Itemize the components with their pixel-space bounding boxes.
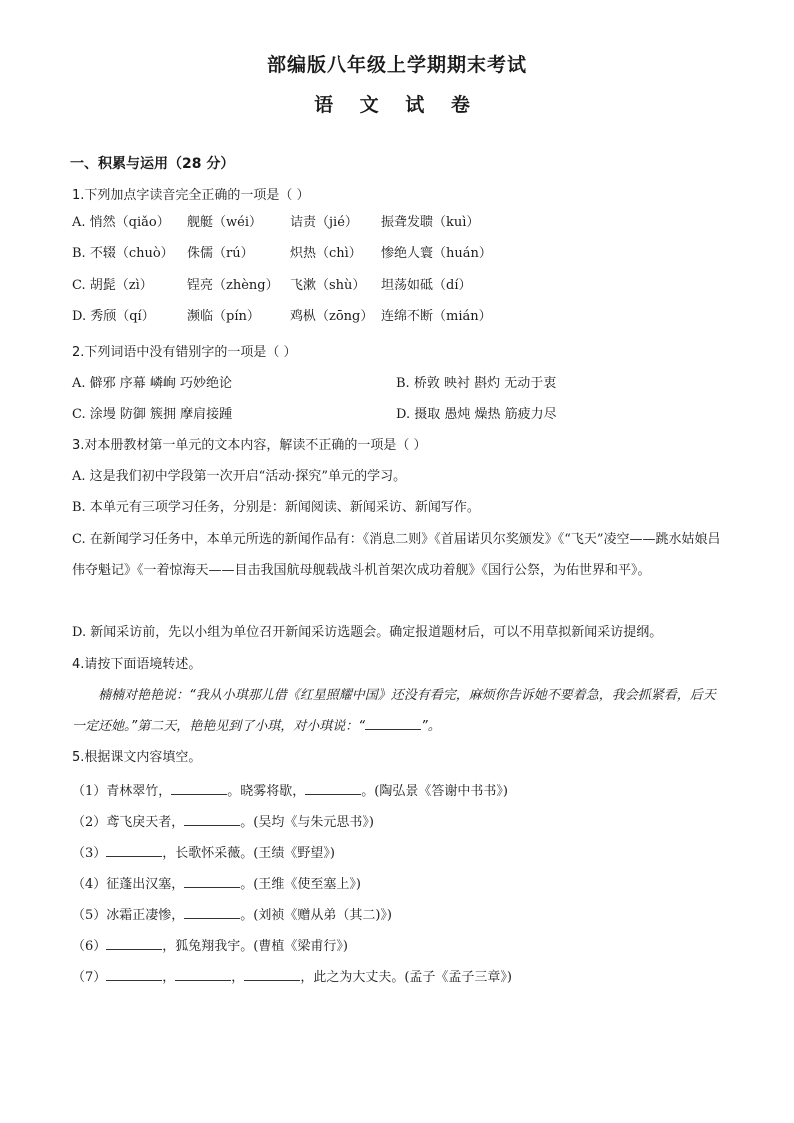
q5-4-source: 。(王维《使至塞上》)	[240, 877, 361, 892]
q4-stem: 4.请按下面语境转述。	[72, 657, 202, 672]
q2-option-b: B. 桥敦 映衬 斟灼 无动于衷	[396, 376, 557, 391]
q5-3-text-a: （3）	[72, 846, 107, 861]
q1-b-2: 侏儒（rú）	[187, 246, 254, 261]
q1-c-3: 飞漱（shù）	[290, 278, 366, 293]
q5-line-2	[72, 811, 374, 833]
q5-6-source: ，狐兔翔我宇。(曹植《梁甫行》)	[162, 939, 348, 954]
q5-2-blank[interactable]	[184, 811, 240, 826]
q1-c-2: 锃亮（zhèng）	[187, 278, 279, 293]
q5-1-blank-2[interactable]	[305, 780, 361, 795]
q5-2-text-a: （2）鸢飞戾天者，	[72, 815, 185, 830]
q4-passage-end: ”。	[420, 719, 441, 734]
q5-line-1	[72, 780, 508, 802]
q5-7-blank-2[interactable]	[175, 966, 231, 981]
q1-b-4: 惨绝人寰（huán）	[381, 246, 492, 261]
q5-7-sep-2: ，	[231, 970, 245, 985]
q5-5-blank[interactable]	[184, 904, 240, 919]
q5-6-text-a: （6）	[72, 939, 107, 954]
q5-7-source: ，此之为大丈夫。(孟子《孟子三章》)	[300, 970, 512, 985]
q5-4-blank[interactable]	[184, 873, 240, 888]
q5-3-blank[interactable]	[106, 842, 162, 857]
q1-c-1: C. 胡髭（zì）	[72, 278, 153, 293]
q3-option-d: D. 新闻采访前，先以小组为单位召开新闻采访选题会。确定报道题材后，可以不用草拟新闻采访提纲。	[72, 625, 663, 640]
q1-d-4: 连绵不断（mián）	[381, 309, 492, 324]
q1-d-3: 鸡枞（zōng）	[290, 309, 374, 324]
q5-4-text-a: （4）征蓬出汉塞，	[72, 877, 185, 892]
q1-b-1: B. 不辍（chuò）	[72, 246, 174, 261]
q3-stem: 3.对本册教材第一单元的文本内容，解读不正确的一项是（ ）	[72, 438, 427, 453]
q2-option-a: A. 僻邪 序幕 嶙峋 巧妙绝论	[72, 376, 233, 391]
q5-6-blank[interactable]	[106, 935, 162, 950]
q1-a-1: A. 悄然（qiǎo）	[72, 215, 170, 230]
q3-option-b: B. 本单元有三项学习任务，分别是：新闻阅读、新闻采访、新闻写作。	[72, 500, 480, 515]
q1-b-3: 炽热（chì）	[290, 246, 362, 261]
q5-line-3	[72, 842, 335, 864]
q5-7-text-a: （7）	[72, 970, 107, 985]
q5-1-blank-1[interactable]	[171, 780, 227, 795]
q1-a-3: 诘责（jié）	[290, 215, 358, 230]
q5-line-6	[72, 935, 348, 957]
q5-7-blank-1[interactable]	[106, 966, 162, 981]
section-heading: 一、积累与运用（28 分）	[70, 156, 235, 172]
exam-title: 部编版八年级上学期期末考试	[266, 54, 527, 76]
q5-stem: 5.根据课文内容填空。	[72, 750, 202, 765]
q3-option-c: C. 在新闻学习任务中，本单元所选的新闻作品有：《消息二则》《首届诺贝尔奖颁发》《“飞天”凌空——跳水姑娘吕伟夺魁记》《一着惊海天——目击我国航母舰载战斗机首架次成功着舰》《国行公祭，为佑世界和平》。	[72, 532, 721, 578]
q5-1-text-b: 。晓雾将歇，	[227, 784, 306, 799]
q1-stem: 1.下列加点字读音完全正确的一项是（ ）	[72, 188, 310, 203]
q5-1-text-a: （1）青林翠竹，	[72, 784, 172, 799]
q1-d-1: D. 秀颀（qí）	[72, 309, 155, 324]
q5-2-source: 。(吴均《与朱元思书》)	[240, 815, 374, 830]
q1-a-4: 振聋发聩（kuì）	[381, 215, 480, 230]
q1-a-2: 舰艇（wéi）	[187, 215, 262, 230]
q4-passage	[72, 680, 722, 742]
q5-5-text-a: （5）冰霜正凄惨，	[72, 908, 185, 923]
q2-option-c: C. 涂墁 防御 簇拥 摩肩接踵	[72, 407, 233, 422]
q5-7-blank-3[interactable]	[244, 966, 300, 981]
q5-line-5	[72, 904, 392, 926]
q5-3-source: ，长歌怀采薇。(王绩《野望》)	[162, 846, 335, 861]
q2-stem: 2.下列词语中没有错别字的一项是（ ）	[72, 345, 297, 360]
q5-line-7	[72, 966, 512, 988]
q5-line-4	[72, 873, 361, 895]
q5-7-sep-1: ，	[162, 970, 176, 985]
q2-option-d: D. 摄取 愚炖 燥热 筋疲力尽	[396, 407, 557, 422]
q4-passage-text: 楠楠对艳艳说：“我从小琪那儿借《红星照耀中国》还没有看完，麻烦你告诉她不要着急，我会抓紧看，后天一定还她。”第二天，艳艳见到了小琪，对小琪说：“	[72, 688, 716, 734]
q5-1-source: 。(陶弘景《答谢中书书》)	[361, 784, 508, 799]
q3-option-a: A. 这是我们初中学段第一次开启“活动·探究”单元的学习。	[72, 469, 407, 484]
exam-subtitle: 语 文 试 卷	[314, 94, 480, 116]
q4-answer-blank[interactable]	[365, 715, 421, 730]
q5-5-source: 。(刘祯《赠从弟（其二)》)	[240, 908, 392, 923]
q1-c-4: 坦荡如砥（dí）	[381, 278, 472, 293]
q1-d-2: 濒临（pín）	[187, 309, 260, 324]
